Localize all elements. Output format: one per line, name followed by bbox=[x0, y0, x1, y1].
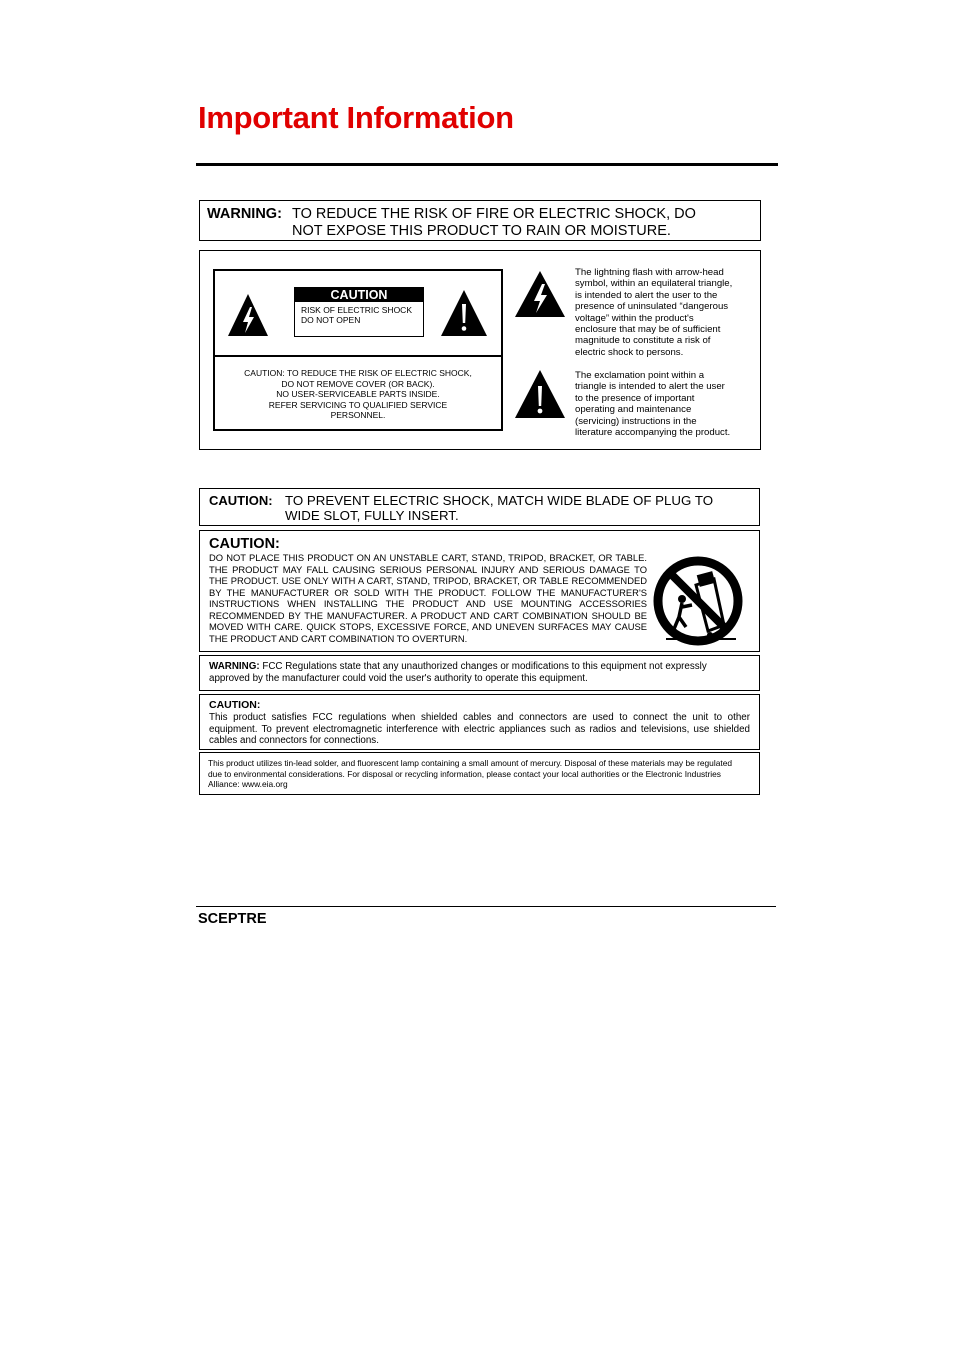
header-rule bbox=[196, 163, 778, 166]
plug-caution-line-2: WIDE SLOT, FULLY INSERT. bbox=[285, 508, 459, 523]
caution-sticker-line-2: DO NOT OPEN bbox=[301, 315, 361, 325]
caution-label-panel bbox=[213, 269, 503, 431]
desc-line: literature accompanying the product. bbox=[575, 427, 731, 439]
desc-line: to the presence of important bbox=[575, 392, 695, 404]
lightning-triangle-icon bbox=[227, 293, 269, 337]
lightning-description bbox=[575, 267, 755, 358]
desc-line: is intended to alert the user to the bbox=[575, 289, 718, 301]
desc-line: The exclamation point within a bbox=[575, 370, 705, 381]
desc-line: (servicing) instructions in the bbox=[575, 415, 697, 427]
desc-line: voltage” within the product's bbox=[575, 312, 694, 324]
caution-sticker-header: CAUTION bbox=[295, 288, 423, 302]
desc-line: triangle is intended to alert the user bbox=[575, 381, 725, 393]
caution-instructions bbox=[215, 368, 501, 421]
desc-line: presence of uninsulated “dangerous bbox=[575, 301, 729, 313]
caution-instruction-line: DO NOT REMOVE COVER (OR BACK). bbox=[281, 378, 435, 389]
warning-label: WARNING: bbox=[207, 206, 282, 222]
caution-sticker-line-1: RISK OF ELECTRIC SHOCK bbox=[301, 305, 412, 315]
warning-box bbox=[199, 200, 761, 241]
plug-caution-box bbox=[199, 488, 760, 526]
disposal-box bbox=[199, 752, 760, 795]
exclamation-triangle-icon bbox=[440, 289, 488, 337]
desc-line: magnitude to constitute a risk of bbox=[575, 335, 711, 347]
fcc-warning-label: WARNING: bbox=[209, 661, 260, 672]
fcc-caution-heading: CAUTION: bbox=[209, 699, 261, 711]
desc-line: The lightning flash with arrow-head bbox=[575, 267, 724, 278]
cart-caution-box bbox=[199, 530, 760, 652]
caution-instruction-line: NO USER-SERVICEABLE PARTS INSIDE. bbox=[276, 389, 440, 399]
caution-instruction-line: CAUTION: TO REDUCE THE RISK OF ELECTRIC SHOCK, bbox=[244, 368, 472, 378]
desc-line: symbol, within an equilateral triangle, bbox=[575, 278, 733, 290]
cart-caution-body: DO NOT PLACE THIS PRODUCT ON AN UNSTABLE CART, STAND, TRIPOD, BRACKET, OR TABLE. THE PRODUCT MAY FALL CAUSING SERIOUS PERSONAL INJURY AND SERIOUS DAMAGE TO THE PRODUCT. USE ONLY WITH A CART, STAND, TRIPOD, BRACKET, OR TABLE RECOMMENDED BY THE MANUFACTURER OR SOLD WITH THE PRODUCT. FOLLOW THE MANUFACTURER'S INSTRUCTIONS WHEN INSTALLING THE PRODUCT AND USE MOUNTING ACCESSORIES RECOMMENDED BY THE MANUFACTURER. A PRODUCT AND CART COMBINATION SHOULD BE MOVED WITH CARE. QUICK STOPS, EXCESSIVE FORCE, AND UNEVEN SURFACES MAY CAUSE THE PRODUCT AND CART COMBINATION TO OVERTURN. bbox=[209, 552, 647, 644]
lightning-symbol-icon bbox=[514, 270, 566, 318]
desc-line: operating and maintenance bbox=[575, 404, 692, 416]
caution-instruction-line: PERSONNEL. bbox=[330, 410, 386, 420]
plug-caution-label: CAUTION: bbox=[209, 493, 273, 508]
symbols-box bbox=[199, 250, 761, 450]
cart-caution-heading: CAUTION: bbox=[209, 536, 280, 552]
cart-tipover-icon bbox=[652, 555, 744, 647]
caution-instruction-line: REFER SERVICING TO QUALIFIED SERVICE bbox=[268, 399, 448, 410]
fcc-warning-box bbox=[199, 655, 760, 691]
fcc-warning-body: FCC Regulations state that any unauthorized changes or modifications to this equipment not expressly approved by the manufacturer could void the user's authority to operate this equipment. bbox=[209, 661, 707, 684]
exclamation-symbol-icon bbox=[514, 369, 566, 419]
panel-divider bbox=[215, 355, 501, 357]
exclamation-description bbox=[575, 370, 755, 438]
disposal-text: This product utilizes tin-lead solder, and fluorescent lamp containing a small amount of mercury. Disposal of these materials may be regulated due to environmental considerations. For disposal or recycling information, please contact your local authorities or the Electronic Industries Alliance: www.eia.org bbox=[208, 758, 733, 789]
desc-line: enclosure that may be of sufficient bbox=[575, 324, 721, 336]
footer-brand: SCEPTRE bbox=[198, 911, 267, 927]
footer-rule bbox=[196, 906, 776, 907]
fcc-caution-box bbox=[199, 694, 760, 750]
fcc-caution-body: This product satisfies FCC regulations when shielded cables and connectors are used to connect the unit to other equipment. To prevent electromagnetic interference with electric appliances such as radios and televisions, use shielded cables and connectors for connections. bbox=[209, 712, 750, 746]
fcc-warning-text bbox=[209, 661, 749, 684]
warning-line-2: NOT EXPOSE THIS PRODUCT TO RAIN OR MOISTURE. bbox=[292, 223, 671, 239]
warning-line-1: TO REDUCE THE RISK OF FIRE OR ELECTRIC SHOCK, DO bbox=[292, 206, 696, 222]
page-title: Important Information bbox=[198, 100, 514, 135]
plug-caution-line-1: TO PREVENT ELECTRIC SHOCK, MATCH WIDE BLADE OF PLUG TO bbox=[285, 493, 714, 508]
caution-sticker bbox=[294, 287, 424, 337]
desc-line: electric shock to persons. bbox=[575, 346, 684, 358]
